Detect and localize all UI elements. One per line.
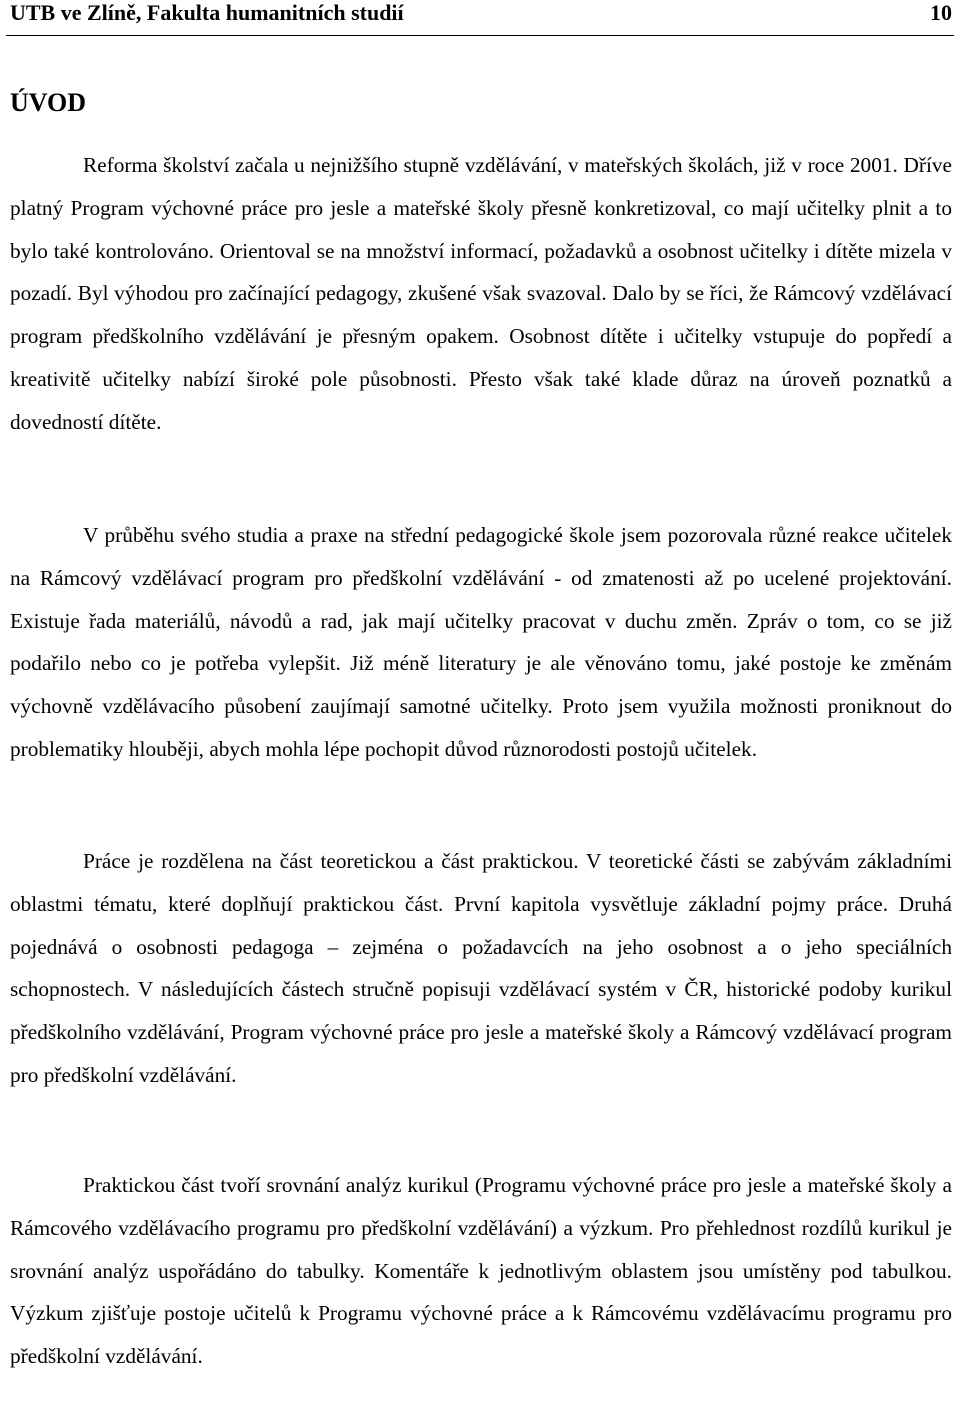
running-header bbox=[10, 0, 952, 30]
paragraph-1: Reforma školství začala u nejnižšího stupně vzdělávání, v mateřských školách, již v roce 2001. Dříve platný Program výchovné práce pro jesle a mateřské školy přesně konkretizoval, co mají učitelky plnit a to bylo také kontrolováno. Orientoval se na množství informací, požadavků a osobnost učitelky i dítěte mizela v pozadí. Byl výhodou pro začínající pedagogy, zkušené však svazoval. Dalo by se říci, že Rámcový vzdělávací program předškolního vzdělávání je přesným opakem. Osobnost dítěte i učitelky vstupuje do popředí a kreativitě učitelky nabízí široké pole působnosti. Přesto však také klade důraz na úroveň poznatků a dovedností dítěte. bbox=[10, 153, 952, 434]
paragraph-2: V průběhu svého studia a praxe na střední pedagogické škole jsem pozorovala různé reakce učitelek na Rámcový vzdělávací program pro předškolní vzdělávání - od zmatenosti až po ucelené projektování. Existuje řada materiálů, návodů a rad, jak mají učitelky pracovat v duchu změn. Zpráv o tom, co se již podařilo nebo co je potřeba vylepšit. Již méně literatury je ale věnováno tomu, jaké postoje ke změnám výchovně vzdělávacího působení zaujímají samotné učitelky. Proto jsem využila možnosti proniknout do problematiky hlouběji, abych mohla lépe pochopit důvod různorodosti postojů učitelek. bbox=[10, 523, 952, 761]
paragraph-3: Práce je rozdělena na část teoretickou a část praktickou. V teoretické části se zabývám základními oblastmi tématu, které doplňují praktickou část. První kapitola vysvětluje základní pojmy práce. Druhá pojednává o osobnosti pedagoga – zejména o požadavcích na jeho osobnost a o jeho speciálních schopnostech. V následujících částech stručně popisuji vzdělávací systém v ČR, historické podoby kurikul předškolního vzdělávání, Program výchovné práce pro jesle a mateřské školy a Rámcový vzdělávací program pro předškolní vzdělávání. bbox=[10, 849, 952, 1087]
page-number: 10 bbox=[930, 0, 952, 25]
paragraph-4: Praktickou část tvoří srovnání analýz kurikul (Programu výchovné práce pro jesle a mateřské školy a Rámcového vzdělávacího programu pro předškolní vzdělávání) a výzkum. Pro přehlednost rozdílů kurikul je srovnání analýz uspořádáno do tabulky. Komentáře k jednotlivým oblastem jsou umístěny pod tabulkou. Výzkum zjišťuje postoje učitelů k Programu výchovné práce a k Rámcovému vzdělávacímu programu pro předškolní vzdělávání. bbox=[10, 1173, 952, 1369]
chapter-heading: ÚVOD bbox=[10, 88, 87, 117]
header-rule bbox=[6, 35, 954, 36]
header-title: UTB ve Zlíně, Fakulta humanitních studií bbox=[10, 0, 404, 25]
